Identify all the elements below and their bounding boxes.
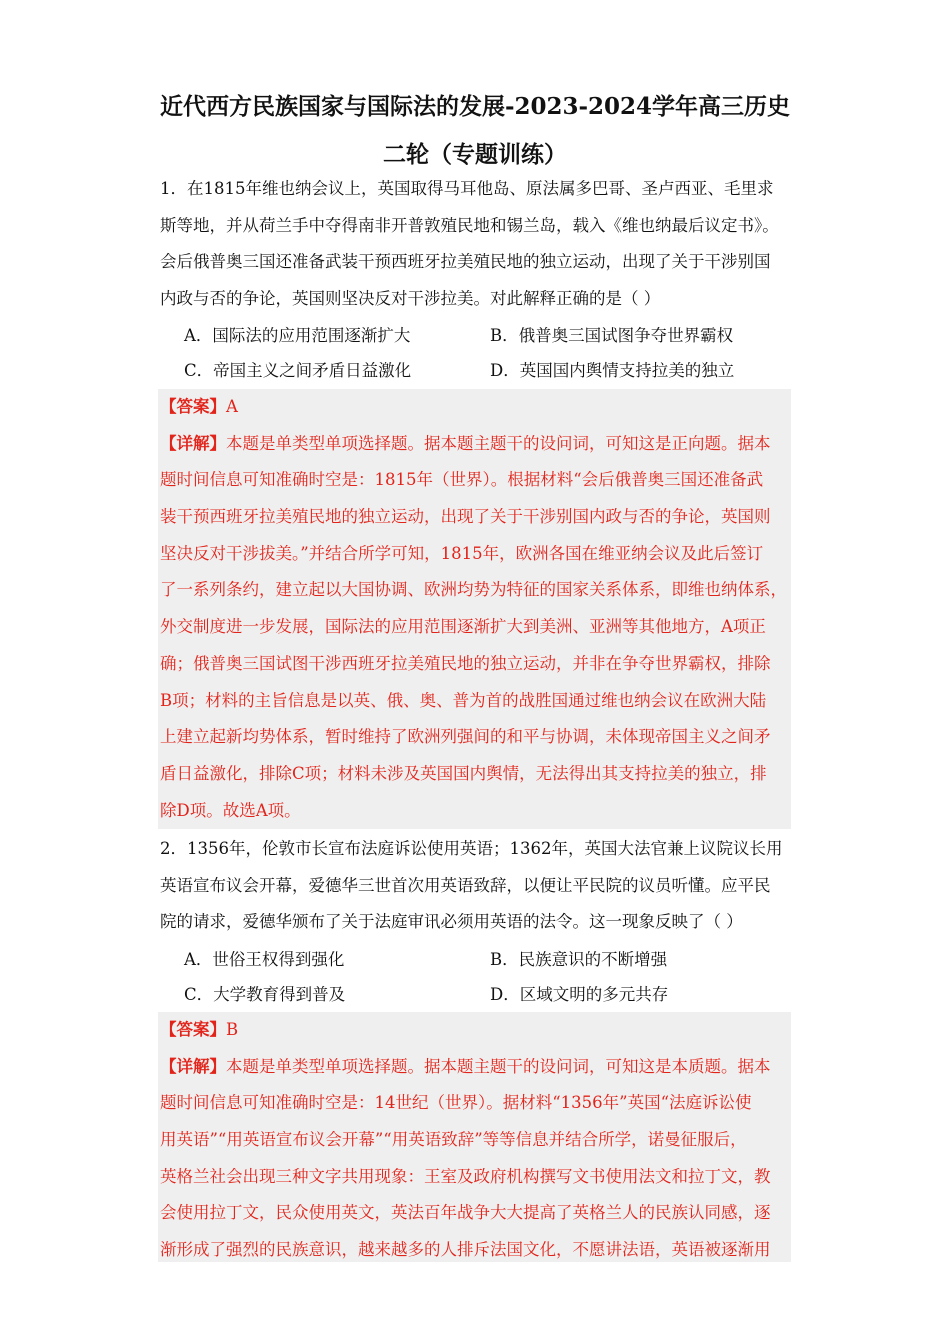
detail-line: 用英语”“用英语宣布议会开幕”“用英语致辞”等等信息并结合所学，诺曼征服后，	[160, 1130, 747, 1150]
detail-line: 上建立起新均势体系，暂时维持了欧洲列强间的和平与协调，未体现帝国主义之间矛	[160, 727, 771, 747]
answer-value: A	[226, 397, 238, 416]
question-2-answer-box	[158, 1012, 791, 1262]
question-1-options	[160, 318, 790, 388]
answer-label: 【答案】	[160, 1020, 226, 1039]
stem-line: 内政与否的争论，英国则坚决反对干涉拉美。对此解释正确的是（ ）	[160, 288, 661, 308]
option-b: B．俄普奥三国试图争夺世界霸权	[490, 326, 734, 345]
question-2-options	[160, 942, 790, 1012]
question-1-answer-box	[158, 389, 791, 829]
stem-line: 斯等地，并从荷兰手中夺得南非开普敦殖民地和锡兰岛，载入《维也纳最后议定书》。	[160, 215, 779, 235]
stem-line: 1．在1815年维也纳会议上，英国取得马耳他岛、原法属多巴哥、圣卢西亚、毛里求	[160, 179, 774, 198]
detail-line: 本题是单类型单项选择题。据本题主题干的设问词，可知这是本质题。据本	[226, 1056, 771, 1076]
detail-line: B项；材料的主旨信息是以英、俄、奥、普为首的战胜国通过维也纳会议在欧洲大陆	[160, 690, 767, 710]
detail-line: 盾日益激化，排除C项；材料未涉及英国国内舆情，无法得出其支持拉美的独立，排	[160, 763, 767, 783]
detail-line: 本题是单类型单项选择题。据本题主题干的设问词，可知这是正向题。据本	[226, 433, 771, 453]
option-c: C．帝国主义之间矛盾日益激化	[184, 361, 412, 380]
detail-line: 英格兰社会出现三种文字共用现象：王室及政府机构撰写文书使用法文和拉丁文，教	[160, 1166, 771, 1186]
option-c: C．大学教育得到普及	[184, 985, 346, 1004]
detail-line: 会使用拉丁文，民众使用英文，英法百年战争大大提高了英格兰人的民族认同感，逐	[160, 1203, 771, 1223]
detail-line: 坚决反对干涉拔美。”并结合所学可知，1815年，欧洲各国在维亚纳会议及此后签订	[160, 543, 764, 563]
stem-line: 英语宣布议会开幕，爱德华三世首次用英语致辞，以便让平民院的议员听懂。应平民	[160, 875, 771, 895]
document-title-line-1: 近代西方民族国家与国际法的发展-2023-2024学年高三历史	[159, 93, 791, 120]
stem-line: 2．1356年，伦敦市长宣布法庭诉讼使用英语；1362年，英国大法官兼上议院议长用	[160, 839, 783, 858]
detail-line: 除D项。故选A项。	[160, 800, 301, 820]
question-1-stem	[160, 171, 790, 317]
option-b: B．民族意识的不断增强	[490, 950, 668, 969]
detail-line: 了一系列条约，建立起以大国协调、欧洲均势为特征的国家关系体系，即维也纳体系，	[160, 580, 787, 600]
option-d: D．区域文明的多元共存	[490, 985, 669, 1004]
detail-line: 确；俄普奥三国试图干涉西班牙拉美殖民地的独立运动，并非在争夺世界霸权，排除	[160, 653, 771, 673]
option-a: A．国际法的应用范围逐渐扩大	[184, 326, 411, 345]
detail-label: 【详解】	[160, 1056, 226, 1076]
detail-line: 题时间信息可知准确时空是：1815年（世界）。根据材料“会后俄普奥三国还准备武	[160, 470, 764, 490]
answer-value: B	[226, 1020, 239, 1039]
stem-line: 会后俄普奥三国还准备武装干预西班牙拉美殖民地的独立运动，出现了关于干涉别国	[160, 252, 771, 271]
question-2-stem	[160, 831, 790, 941]
answer-label: 【答案】	[160, 397, 226, 416]
detail-line: 装干预西班牙拉美殖民地的独立运动，出现了关于干涉别国内政与否的争论，英国则	[160, 507, 771, 527]
stem-line: 院的请求，爱德华颁布了关于法庭审讯必须用英语的法令。这一现象反映了（ ）	[160, 912, 743, 931]
detail-line: 题时间信息可知准确时空是：14世纪（世界）。据材料“1356年”英国“法庭诉讼使	[160, 1093, 752, 1113]
option-d: D．英国国内舆情支持拉美的独立	[490, 361, 735, 380]
detail-label: 【详解】	[160, 433, 226, 453]
detail-line: 渐形成了强烈的民族意识，越来越多的人排斥法国文化，不愿讲法语，英语被逐渐用	[160, 1240, 771, 1260]
detail-line: 外交制度进一步发展，国际法的应用范围逐渐扩大到美洲、亚洲等其他地方，A项正	[160, 617, 766, 637]
document-title-line-2: 二轮（专题训练）	[383, 141, 567, 168]
option-a: A．世俗王权得到强化	[184, 950, 345, 969]
